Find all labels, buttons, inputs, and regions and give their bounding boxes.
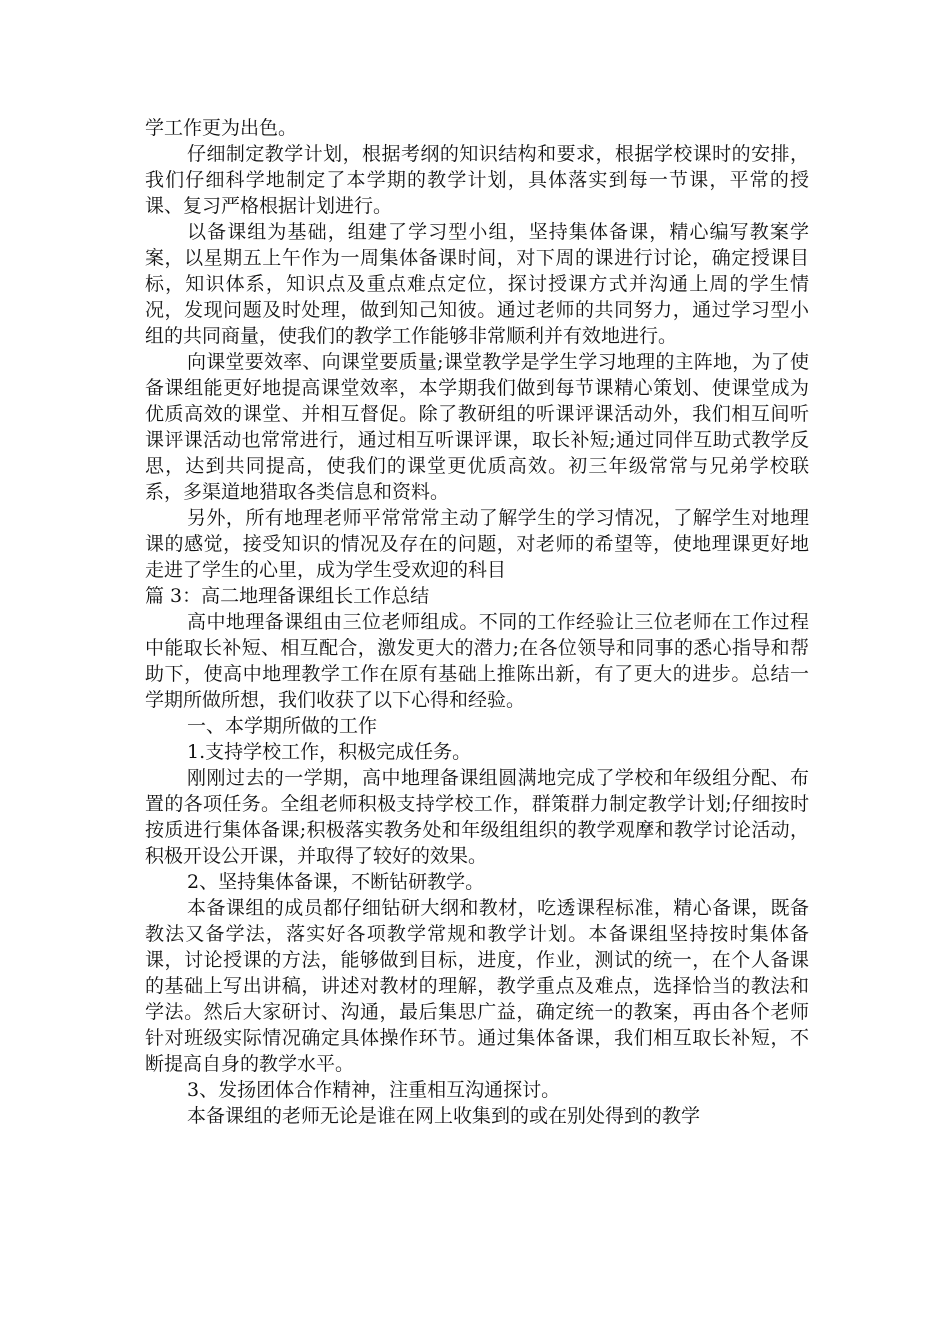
paragraph-continuation: 学工作更为出色。 <box>145 117 298 139</box>
paragraph-group-intro: 高中地理备课组由三位老师组成。不同的工作经验让三位老师在工作过程中能取长补短、相互配合，激发更大的潜力;在各位领导和同事的悉心指导和帮助下，使高中地理教学工作在原有基础上推陈出新，有了更大的进步。总结一学期所做所想，我们收获了以下心得和经验。 <box>145 611 809 711</box>
document-page <box>145 115 809 1129</box>
paragraph-teaching-plan: 仔细制定教学计划，根据考纲的知识结构和要求，根据学校课时的安排，我们仔细科学地制定了本学期的教学计划，具体落实到每一节课，平常的授课、复习严格根据计划进行。 <box>145 143 809 217</box>
subheading-collective-prep: 2、坚持集体备课，不断钻研教学。 <box>187 871 485 893</box>
subheading-teamwork: 3、发扬团体合作精神，注重相互沟通探讨。 <box>187 1079 561 1101</box>
paragraph-study-materials: 本备课组的成员都仔细钻研大纲和教材，吃透课程标准，精心备课，既备教法又备学法，落实好各项教学常规和教学计划。本备课组坚持按时集体备课，讨论授课的方法，能够做到目标，进度，作业，测试的统一，在个人备课的基础上写出讲稿，讲述对教材的理解，教学重点及难点，选择恰当的教法和学法。然后大家研讨、沟通，最后集思广益，确定统一的教案，再由各个老师针对班级实际情况确定具体操作环节。通过集体备课，我们相互取长补短，不断提高自身的教学水平。 <box>145 897 809 1075</box>
paragraph-student-understanding: 另外，所有地理老师平常常常主动了解学生的学习情况，了解学生对地理课的感觉，接受知识的情况及存在的问题，对老师的希望等，使地理课更好地走进了学生的心里，成为学生受欢迎的科目 <box>145 507 809 581</box>
paragraph-teamwork: 本备课组的老师无论是谁在网上收集到的或在别处得到的教学 <box>187 1105 701 1127</box>
paragraph-collective-prep: 以备课组为基础，组建了学习型小组，坚持集体备课，精心编写教案学案，以星期五上午作为一周集体备课时间，对下周的课进行讨论，确定授课目标，知识体系，知识点及重点难点定位，探讨授课方式并沟通上周的学生情况，发现问题及时处理，做到知己知彼。通过老师的共同努力，通过学习型小组的共同商量，使我们的教学工作能够非常顺利并有效地进行。 <box>145 221 809 347</box>
paragraph-classroom-efficiency: 向课堂要效率、向课堂要质量;课堂教学是学生学习地理的主阵地，为了使备课组能更好地提高课堂效率，本学期我们做到每节课精心策划、使课堂成为优质高效的课堂、并相互督促。除了教研组的听课评课活动外，我们相互间听课评课活动也常常进行，通过相互听课评课，取长补短;通过同伴互助式教学反思，达到共同提高，使我们的课堂更优质高效。初三年级常常与兄弟学校联系，多渠道地猎取各类信息和资料。 <box>145 351 809 503</box>
paragraph-semester-tasks: 刚刚过去的一学期，高中地理备课组圆满地完成了学校和年级组分配、布置的各项任务。全组老师积极支持学校工作，群策群力制定教学计划;仔细按时按质进行集体备课;积极落实教务处和年级组组织的教学观摩和教学讨论活动，积极开设公开课，并取得了较好的效果。 <box>145 767 809 867</box>
subheading-work-done: 一、本学期所做的工作 <box>187 715 378 737</box>
section-heading: 篇 3：高二地理备课组长工作总结 <box>145 585 430 607</box>
subheading-support-school: 1.支持学校工作，积极完成任务。 <box>187 741 472 763</box>
